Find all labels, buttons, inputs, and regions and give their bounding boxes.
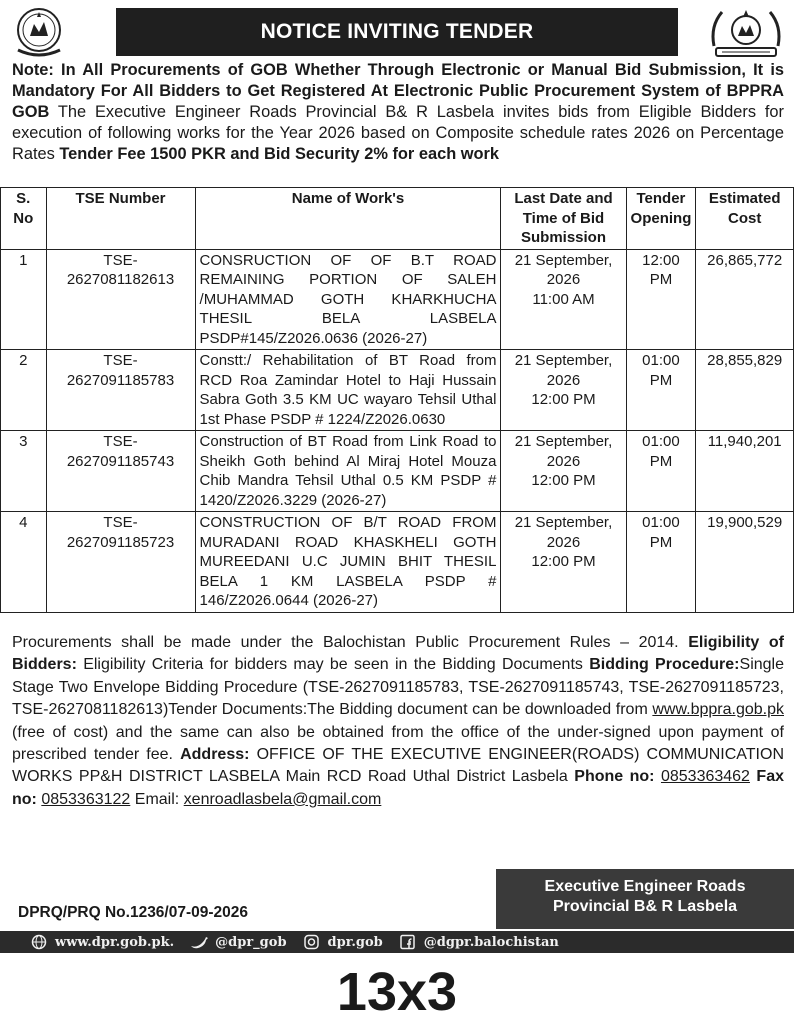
row-tse-number: TSE-2627091185783 — [46, 350, 195, 431]
ad-size-code: 13x3 — [336, 962, 458, 1022]
works-table — [0, 187, 794, 613]
intro-body: The Executive Engineer Roads Provincial B& R Lasbela invites bids from Eligible Bidders for execution of following works for the Year 2026 based on Composite schedule rates 2026 on Percentage Rates — [12, 103, 784, 163]
row-opening: 12:00 PM — [626, 249, 696, 350]
row-last-date — [501, 249, 626, 350]
tender-fee: Tender Fee 1500 PKR and Bid Security 2% for each work — [59, 145, 500, 163]
signature-line-2: Provincial B& R Lasbela — [552, 898, 738, 915]
row-tse-number: TSE-2627091185743 — [46, 431, 195, 512]
social-website-label: www.dpr.gob.pk. — [55, 934, 175, 950]
row-sno: 1 — [1, 249, 47, 350]
social-facebook[interactable] — [397, 934, 559, 950]
email-label: Email: — [134, 790, 180, 808]
government-emblem-icon — [10, 6, 68, 58]
row-opening: 01:00 PM — [626, 350, 696, 431]
procedure-text: Single Stage Two Envelope Bidding Procedure (TSE-2627091185783, TSE-2627091185743, TSE-2627091185723, TSE-2627081182613)Tender Documents:The Bidding document can be downloaded from — [12, 656, 784, 719]
row-cost: 11,940,201 — [696, 431, 794, 512]
email-link[interactable]: xenroadlasbela@gmail.com — [183, 790, 382, 808]
row-last-date — [501, 431, 626, 512]
social-instagram-label: dpr.gob — [327, 934, 383, 950]
header-tender-opening: Tender Opening — [626, 188, 696, 250]
row-opening: 01:00 PM — [626, 512, 696, 613]
social-instagram[interactable] — [301, 934, 383, 950]
row-sno: 4 — [1, 512, 47, 613]
globe-icon — [28, 934, 50, 950]
row-time: 12:00 PM — [531, 553, 596, 570]
signature-block — [496, 869, 794, 929]
row-time: 11:00 AM — [532, 290, 595, 308]
social-twitter-label: @dpr_gob — [215, 934, 287, 950]
row-sno: 3 — [1, 431, 47, 512]
phone-number[interactable]: 0853363462 — [660, 768, 750, 786]
row-date: 21 September, 2026 — [514, 514, 613, 551]
row-time: 12:00 PM — [531, 391, 596, 408]
row-work-name: Construction of BT Road from Link Road to Sheikh Goth behind Al Miraj Hotel Mouza Chib Mandra Tehsil Uthal 0.5 KM PSDP # 1420/Z2026.3229 (2026-27) — [195, 431, 501, 512]
intro-paragraph — [12, 60, 784, 165]
fax-label: Fax no: — [12, 768, 784, 808]
row-sno: 2 — [1, 350, 47, 431]
website-link[interactable]: www.bppra.gob.pk — [652, 701, 784, 719]
department-crest-icon — [708, 6, 784, 60]
header-estimated-cost: Estimated Cost — [696, 188, 794, 250]
table-header-row — [1, 188, 794, 250]
twitter-icon — [188, 934, 210, 950]
eligibility-text: Eligibility Criteria for bidders may be seen in the Bidding Documents — [76, 656, 590, 674]
table-row — [1, 512, 794, 613]
table-row — [1, 431, 794, 512]
table-row — [1, 249, 794, 350]
row-opening: 01:00 PM — [626, 431, 696, 512]
header-last-date: Last Date and Time of Bid Submission — [501, 188, 626, 250]
row-tse-number: TSE-2627091185723 — [46, 512, 195, 613]
phone-label: Phone no: — [574, 768, 655, 786]
row-last-date — [501, 512, 626, 613]
social-footer — [0, 931, 794, 953]
header-name-of-work: Name of Work's — [195, 188, 501, 250]
social-website[interactable] — [28, 934, 174, 950]
row-time: 12:00 PM — [531, 472, 596, 489]
procurement-rules: Procurements shall be made under the Balochistan Public Procurement Rules – 2014. — [12, 634, 689, 651]
header-sno: S. No — [1, 188, 47, 250]
reference-number: DPRQ/PRQ No.1236/07-09-2026 — [18, 904, 249, 921]
row-date: 21 September, 2026 — [514, 352, 613, 389]
registration-note: Note: In All Procurements of GOB Whether Through Electronic or Manual Bid Submission, It is Mandatory For All Bidders to Get Registered At Electronic Public Procurement System of BPPRA GOB — [12, 61, 784, 121]
row-cost: 28,855,829 — [696, 350, 794, 431]
row-work-name: Constt:/ Rehabilitation of BT Road from RCD Roa Zamindar Hotel to Haji Hussain Sabra Goth 3.5 KM UC wayaro Tehsil Uthal 1st Phase PSDP # 1224/Z2026.0630 — [195, 350, 501, 431]
row-tse-number: TSE-2627081182613 — [46, 249, 195, 350]
notice-header — [0, 0, 794, 62]
row-work-name: CONSTRUCTION OF B/T ROAD FROM MURADANI ROAD KHASKHELI GOTH MUREEDANI U.C JUMIN BHIT THESIL BELA 1 KM LASBELA PSDP # 146/Z2026.0644 (2026-27) — [195, 512, 501, 613]
social-twitter[interactable] — [188, 934, 286, 950]
row-date: 21 September, 2026 — [514, 433, 613, 470]
instagram-icon — [301, 934, 323, 950]
details-paragraph — [12, 632, 784, 811]
table-row — [1, 350, 794, 431]
social-facebook-label: @dgpr.balochistan — [423, 934, 559, 950]
row-last-date — [501, 350, 626, 431]
fax-number[interactable]: 0853363122 — [41, 790, 131, 808]
address-label: Address: — [180, 746, 250, 764]
eligibility-label: Eligibility of Bidders: — [12, 634, 785, 674]
procedure-label: Bidding Procedure: — [589, 656, 740, 674]
page-title: NOTICE INVITING TENDER — [116, 8, 678, 56]
address-text: OFFICE OF THE EXECUTIVE ENGINEER(ROADS) COMMUNICATION WORKS PP&H DISTRICT LASBELA Main RCD Road Uthal District Lasbela — [12, 746, 784, 786]
header-tse-number: TSE Number — [46, 188, 195, 250]
row-cost: 19,900,529 — [696, 512, 794, 613]
download-text: (free of cost) and the same can also be obtained from the office of the under-signed upon payment of prescribed tender fee. — [12, 723, 784, 764]
row-work-name: CONSRUCTION OF OF B.T ROAD REMAINING PORTION OF SALEH /MUHAMMAD GOTH KHARKHUCHA THESIL BELA LASBELA PSDP#145/Z2026.0636 (2026-27) — [195, 249, 501, 350]
facebook-icon — [397, 934, 419, 950]
row-cost: 26,865,772 — [696, 249, 794, 350]
row-date: 21 September, 2026 — [514, 251, 613, 288]
signature-line-1: Executive Engineer Roads — [544, 878, 746, 895]
